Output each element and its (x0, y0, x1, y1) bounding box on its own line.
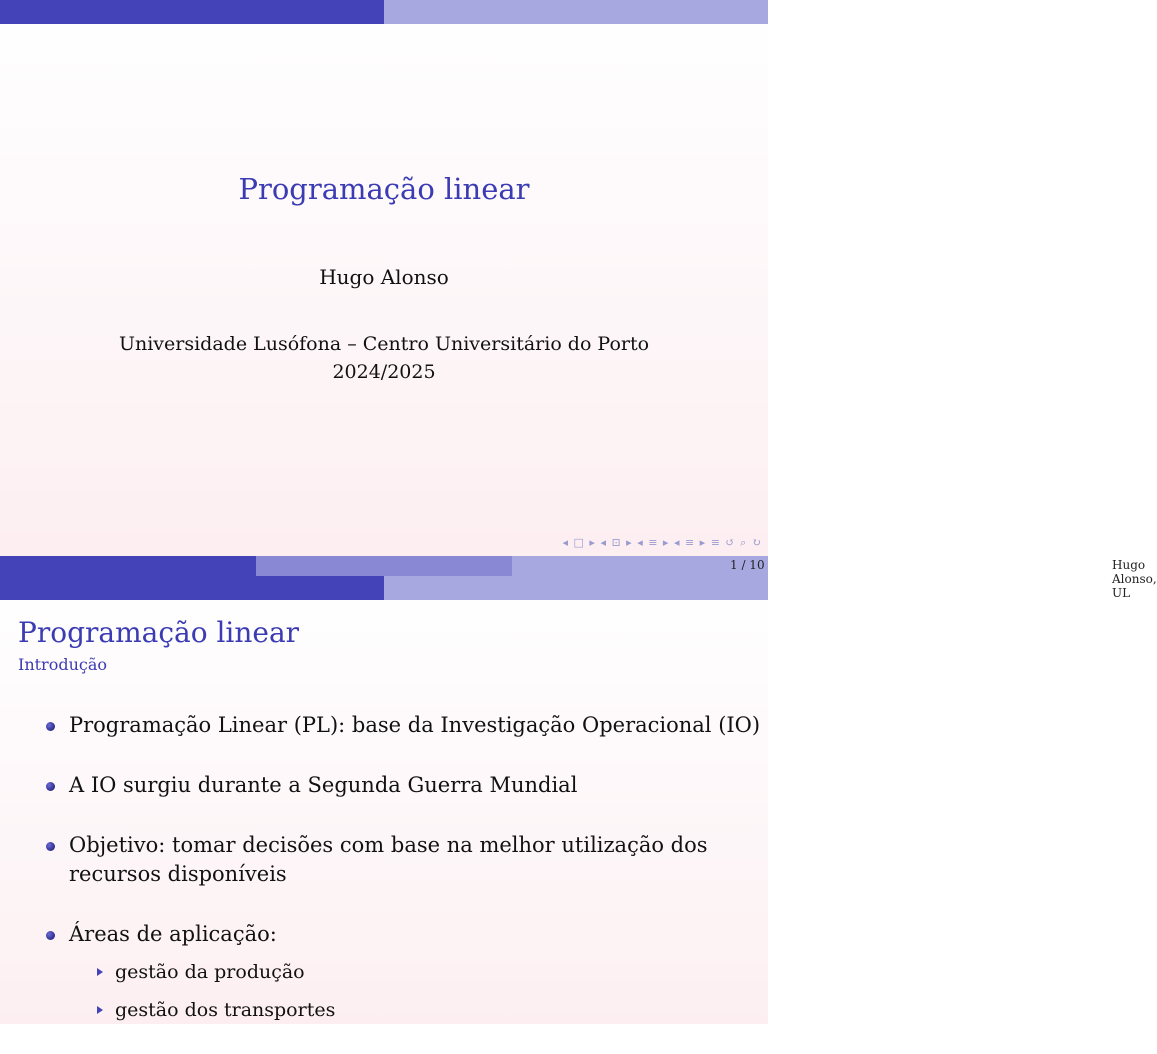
header-bar-left (0, 0, 384, 24)
beamer-navigation-icons[interactable]: ◂ □ ▸ ◂ ⊡ ▸ ◂ ≡ ▸ ◂ ≡ ▸ ≡ ↺ ⌕ ↻ (562, 536, 762, 549)
header-bar-right (384, 0, 768, 24)
footer-bar (0, 556, 1157, 600)
bullet-icon (46, 931, 55, 940)
footer-bar-middle (256, 556, 512, 576)
footer-bar-left (0, 556, 256, 576)
header-bar (0, 576, 768, 600)
institution-block (0, 330, 768, 386)
bullet-icon (46, 842, 55, 851)
sub-bullet-list (69, 959, 764, 1023)
footer-page-number: 1 / 10 (730, 558, 765, 572)
header-bar (0, 0, 768, 24)
bullet-item (44, 771, 764, 800)
bullet-item (44, 831, 764, 889)
header-bar-right (384, 576, 768, 600)
bullet-item (44, 920, 764, 1023)
bullet-text: Áreas de aplicação: (69, 922, 277, 946)
presentation-author: Hugo Alonso (319, 265, 449, 289)
footer-author: Hugo Alonso, UL (1112, 558, 1157, 600)
bullet-list (44, 711, 764, 1054)
frame-subtitle: Introdução (18, 655, 108, 674)
institution-name: Universidade Lusófona – Centro Universitário do Porto (118, 333, 650, 355)
academic-year: 2024/2025 (332, 361, 436, 383)
intro-slide (0, 576, 768, 1024)
frame-title: Programação linear (18, 616, 300, 649)
sub-bullet-item (91, 959, 764, 985)
sub-bullet-text: gestão dos transportes (115, 999, 336, 1021)
bullet-item (44, 711, 764, 740)
bullet-icon (46, 782, 55, 791)
presentation-title: Programação linear (238, 172, 530, 206)
triangle-bullet-icon (97, 968, 103, 976)
bullet-text: A IO surgiu durante a Segunda Guerra Mundial (69, 773, 578, 797)
bullet-text: Programação Linear (PL): base da Investigação Operacional (IO) (69, 713, 761, 737)
sub-bullet-item (91, 997, 764, 1023)
bullet-icon (46, 722, 55, 731)
triangle-bullet-icon (97, 1006, 103, 1014)
sub-bullet-text: gestão da produção (115, 961, 305, 983)
header-bar-left (0, 576, 384, 600)
bullet-text: Objetivo: tomar decisões com base na melhor utilização dos recursos disponíveis (69, 833, 708, 886)
